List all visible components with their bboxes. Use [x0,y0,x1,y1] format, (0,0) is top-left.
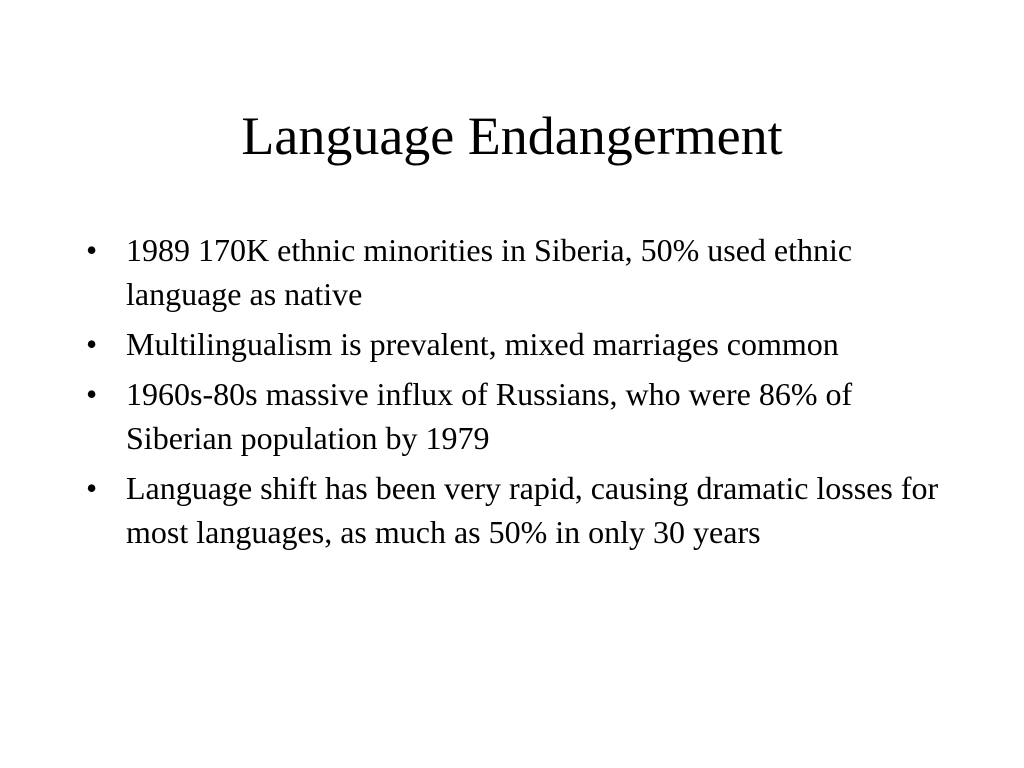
slide-title: Language Endangerment [241,106,783,166]
bullet-list [78,228,948,560]
bullet-marker: • [86,470,98,506]
bullet-text: 1960s-80s massive influx of Russians, who were 86% of Siberian population by 1979 [126,376,853,456]
bullet-marker: • [86,326,98,362]
bullet-text: Multilingualism is prevalent, mixed marriages common [126,326,839,362]
bullet-item [78,372,948,460]
bullet-item [78,322,948,366]
bullet-text: 1989 170K ethnic minorities in Siberia, 50% used ethnic language as native [126,232,853,312]
bullet-text: Language shift has been very rapid, causing dramatic losses for most languages, as much as 50% in only 30 years [126,470,939,550]
bullet-item [78,466,948,554]
bullet-marker: • [86,232,98,268]
bullet-item [78,228,948,316]
bullet-marker: • [86,376,98,412]
